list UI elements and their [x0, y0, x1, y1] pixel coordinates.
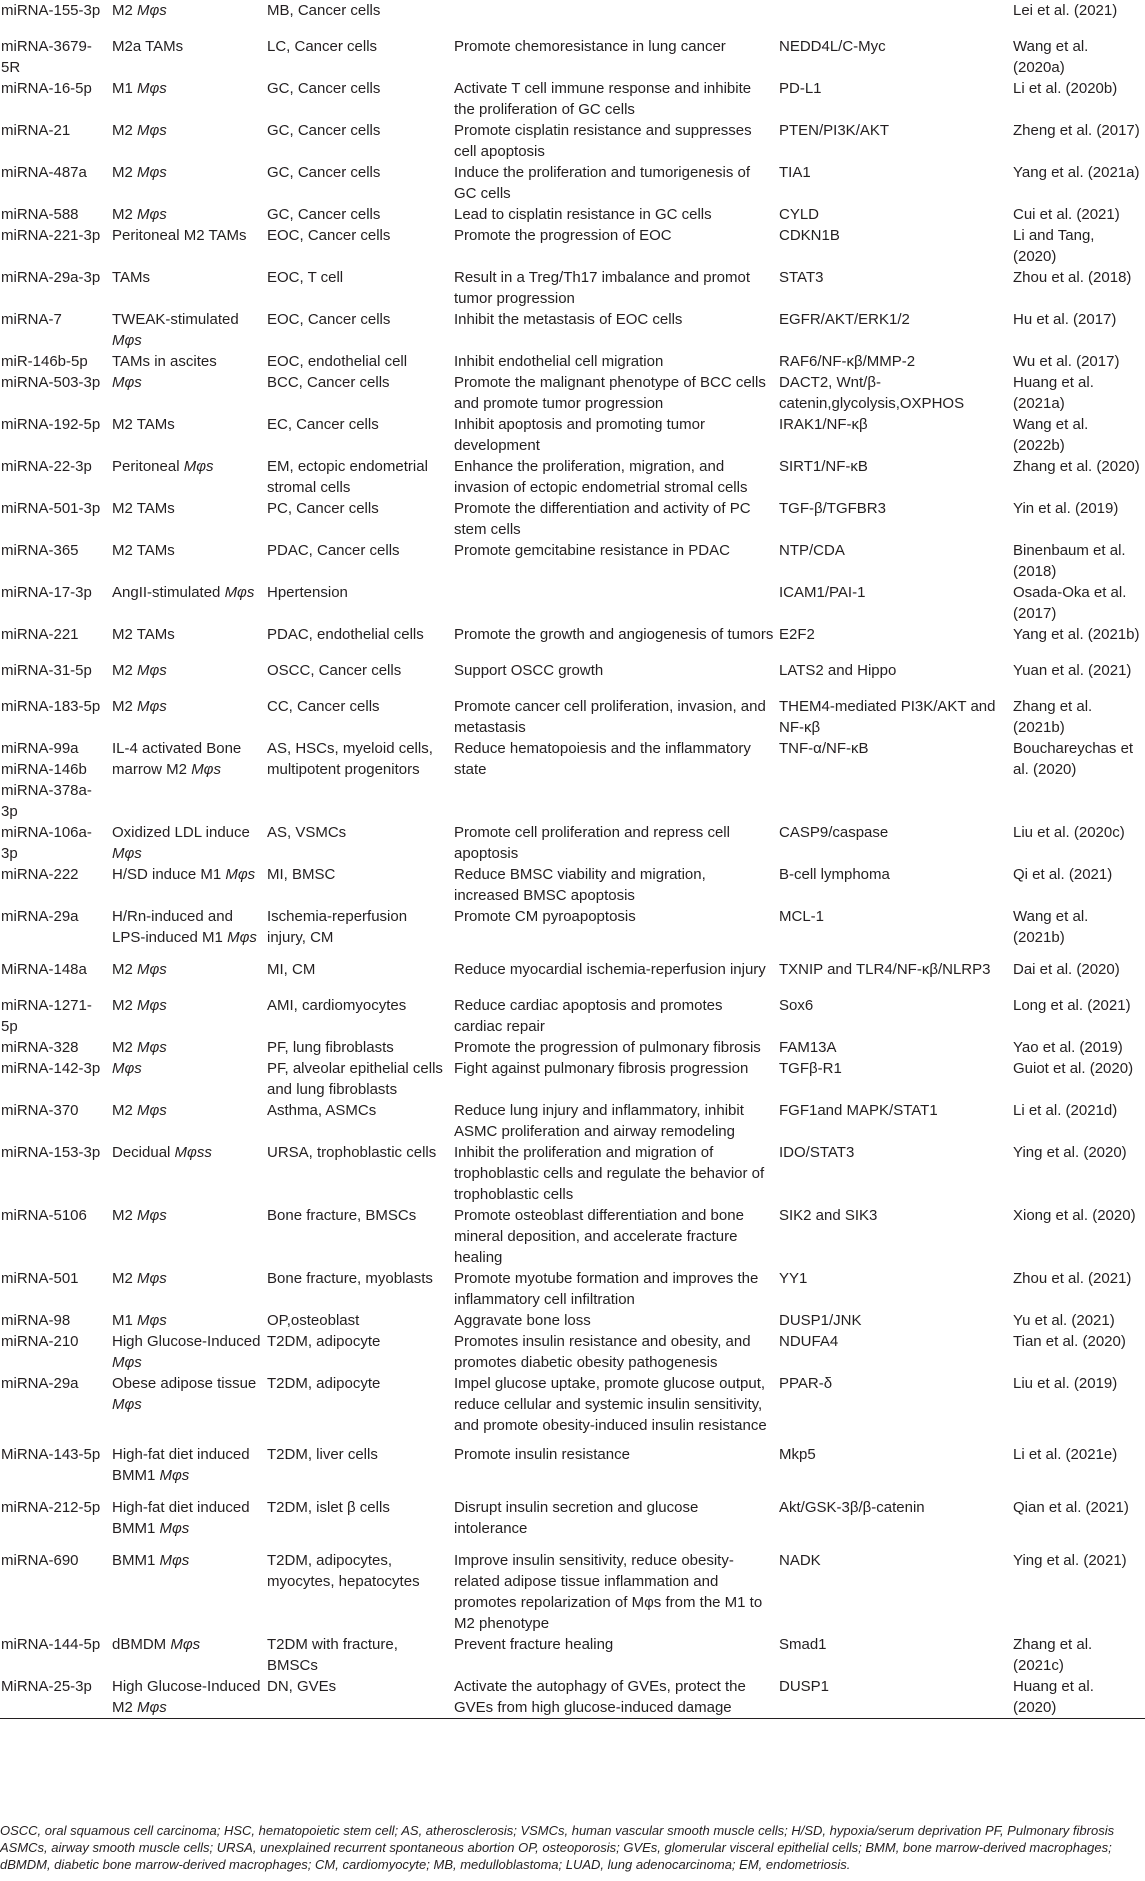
reference-cell: Yin et al. (2019) [1013, 500, 1119, 517]
mirna-cell: miRNA-501 [1, 1270, 79, 1287]
function-cell: Reduce hematopoiesis and the inflammatory state [454, 740, 751, 778]
disease-target-cell: EM, ectopic endometrial stromal cells [267, 458, 428, 496]
disease-target-cell: LC, Cancer cells [267, 38, 378, 55]
source-cell: Mφs [112, 1060, 142, 1077]
reference-cell: Yu et al. (2021) [1013, 1312, 1115, 1329]
table-row [0, 1331, 1145, 1373]
pathway-cell: Mkp5 [779, 1446, 816, 1463]
source-cell: M2 TAMs [112, 416, 175, 433]
reference-cell: Zhang et al. (2020) [1013, 458, 1140, 475]
reference-cell: Zhang et al. (2021b) [1013, 698, 1093, 736]
disease-target-cell: GC, Cancer cells [267, 80, 381, 97]
function-cell: Fight against pulmonary fibrosis progression [454, 1060, 749, 1077]
source-cell: High-fat diet induced BMM1 Mφs [112, 1499, 250, 1537]
table-row [0, 1634, 1145, 1676]
table-row [0, 309, 1145, 351]
mirna-cell: miRNA-222 [1, 866, 79, 883]
reference-cell: Hu et al. (2017) [1013, 311, 1117, 328]
pathway-cell [778, 0, 1012, 36]
disease-target-cell: EOC, Cancer cells [267, 311, 391, 328]
disease-target-cell: AS, VSMCs [267, 824, 347, 841]
mirna-cell: miRNA-16-5p [1, 80, 92, 97]
mirna-cell: miRNA-29a [1, 908, 79, 925]
disease-target-cell: URSA, trophoblastic cells [267, 1144, 437, 1161]
reference-cell: Li and Tang, (2020) [1013, 227, 1095, 265]
disease-target-cell: PC, Cancer cells [267, 500, 379, 517]
source-cell: High Glucose-Induced M2 Mφs [111, 1676, 266, 1719]
table-row [0, 959, 1145, 995]
pathway-cell: TIA1 [779, 164, 811, 181]
source-cell: M2 TAMs [112, 626, 175, 643]
disease-target-cell: Bone fracture, myoblasts [267, 1270, 433, 1287]
mirna-cell: miRNA-221-3p [1, 227, 101, 244]
disease-target-cell: T2DM, adipocyte [267, 1375, 381, 1392]
disease-target-cell: MB, Cancer cells [267, 2, 381, 19]
reference-cell: Zhou et al. (2021) [1013, 1270, 1132, 1287]
function-cell: Disrupt insulin secretion and glucose intolerance [454, 1499, 699, 1537]
table-row [0, 372, 1145, 414]
function-cell: Inhibit endothelial cell migration [454, 353, 664, 370]
pathway-cell: RAF6/NF-κβ/MMP-2 [779, 353, 916, 370]
table-row [0, 696, 1145, 738]
source-cell: M1 Mφs [112, 80, 167, 97]
table-row [0, 204, 1145, 225]
function-cell: Promote cell proliferation and repress cell apoptosis [454, 824, 730, 862]
reference-cell: Liu et al. (2019) [1013, 1375, 1118, 1392]
table-row [0, 351, 1145, 372]
table-footnote: OSCC, oral squamous cell carcinoma; HSC, hematopoietic stem cell; AS, atherosclerosis; VSMCs, human vascular smooth muscle cells; H/SD, hypoxia/serum deprivation PF, Pulmonary fibrosis ASMCs, airway smooth muscle cells; URSA, unexplained recurrent spontaneous abortion OP, osteoporosis; GVEs, glomerular visceral epithelial cells; BMM, bone marrow-derived macrophages; dBMDM, diabetic bone marrow-derived macrophages; CM, cardiomyocyte; MB, medulloblastoma; LUAD, lung adenocarcinoma; EM, endometriosis. [0, 1823, 1115, 1872]
source-cell: Peritoneal Mφs [112, 458, 214, 475]
disease-target-cell: AS, HSCs, myeloid cells, multipotent progenitors [267, 740, 433, 778]
source-cell: H/Rn-induced and LPS-induced M1 Mφs [112, 908, 257, 946]
reference-cell: Li et al. (2020b) [1013, 80, 1118, 97]
pathway-cell: PD-L1 [779, 80, 822, 97]
mirna-cell: miRNA-29a-3p [1, 269, 101, 286]
function-cell: Reduce cardiac apoptosis and promotes cardiac repair [454, 997, 723, 1035]
table-row [0, 498, 1145, 540]
disease-target-cell: PF, lung fibroblasts [267, 1039, 394, 1056]
mirna-cell: miRNA-99a miRNA-146b miRNA-378a-3p [1, 740, 92, 820]
mirna-cell: miRNA-98 [1, 1312, 71, 1329]
reference-cell: Lei et al. (2021) [1013, 2, 1118, 19]
function-cell: Promote the progression of pulmonary fibrosis [454, 1039, 761, 1056]
pathway-cell: TGFβ-R1 [779, 1060, 842, 1077]
pathway-cell: IRAK1/NF-κβ [779, 416, 868, 433]
table-row [0, 864, 1145, 906]
disease-target-cell: GC, Cancer cells [267, 206, 381, 223]
source-cell: Peritoneal M2 TAMs [112, 227, 247, 244]
mirna-cell: miRNA-21 [1, 122, 71, 139]
pathway-cell: NDUFA4 [779, 1333, 839, 1350]
function-cell: Prevent fracture healing [454, 1636, 614, 1653]
disease-target-cell: Ischemia-reperfusion injury, CM [267, 908, 408, 946]
pathway-cell: PTEN/PI3K/AKT [779, 122, 890, 139]
table-row [0, 624, 1145, 660]
function-cell: Enhance the proliferation, migration, and invasion of ectopic endometrial stromal cells [454, 458, 748, 496]
function-cell: Activate T cell immune response and inhibite the proliferation of GC cells [454, 80, 752, 118]
mirna-cell: miRNA-153-3p [1, 1144, 101, 1161]
source-cell: Mφs [112, 374, 142, 391]
mirna-cell: miRNA-1271-5p [1, 997, 92, 1035]
pathway-cell: MCL-1 [779, 908, 825, 925]
disease-target-cell: EOC, Cancer cells [267, 227, 391, 244]
pathway-cell: SIRT1/NF-κB [779, 458, 868, 475]
function-cell: Inhibit apoptosis and promoting tumor development [454, 416, 705, 454]
source-cell: H/SD induce M1 Mφs [112, 866, 256, 883]
table-row [0, 1205, 1145, 1268]
mirna-cell: miR-146b-5p [1, 353, 88, 370]
pathway-cell: DACT2, Wnt/β-catenin,glycolysis,OXPHOS [779, 374, 965, 412]
disease-target-cell: OP,osteoblast [267, 1312, 360, 1329]
mirna-cell: MiRNA-148a [1, 961, 87, 978]
function-cell: Result in a Treg/Th17 imbalance and promot tumor progression [454, 269, 750, 307]
table-row [0, 540, 1145, 582]
disease-target-cell: AMI, cardiomyocytes [267, 997, 407, 1014]
table-row [0, 1058, 1145, 1100]
mirna-cell: miRNA-365 [1, 542, 79, 559]
disease-target-cell: GC, Cancer cells [267, 164, 381, 181]
mirna-cell: miRNA-370 [1, 1102, 79, 1119]
table-row [0, 36, 1145, 78]
table-row [0, 582, 1145, 624]
reference-cell: Huang et al. (2020) [1012, 1676, 1145, 1719]
mirna-cell: miRNA-183-5p [1, 698, 101, 715]
pathway-cell: DUSP1/JNK [779, 1312, 862, 1329]
reference-cell: Cui et al. (2021) [1013, 206, 1120, 223]
source-cell: Oxidized LDL induce Mφs [112, 824, 250, 862]
table-row [0, 1444, 1145, 1497]
disease-target-cell: MI, CM [267, 961, 316, 978]
mirna-cell: miRNA-487a [1, 164, 87, 181]
pathway-cell: EGFR/AKT/ERK1/2 [779, 311, 910, 328]
source-cell: AngII-stimulated Mφs [112, 584, 255, 601]
mirna-cell: miRNA-17-3p [1, 584, 92, 601]
mirna-cell: miRNA-155-3p [1, 2, 101, 19]
disease-target-cell: Asthma, ASMCs [267, 1102, 377, 1119]
table-row [0, 906, 1145, 959]
pathway-cell: DUSP1 [778, 1676, 1012, 1719]
function-cell: Promote the growth and angiogenesis of tumors [454, 626, 774, 643]
table-row [0, 225, 1145, 267]
pathway-cell: TXNIP and TLR4/NF-κβ/NLRP3 [779, 961, 991, 978]
disease-target-cell: PDAC, endothelial cells [267, 626, 424, 643]
mirna-cell: miRNA-142-3p [1, 1060, 101, 1077]
pathway-cell: CDKN1B [779, 227, 840, 244]
table-row [0, 995, 1145, 1037]
function-cell: Promote the malignant phenotype of BCC cells and promote tumor progression [454, 374, 766, 412]
mirna-cell: miRNA-144-5p [1, 1636, 101, 1653]
pathway-cell: NTP/CDA [779, 542, 845, 559]
reference-cell: Tian et al. (2020) [1013, 1333, 1126, 1350]
table-row [0, 0, 1145, 36]
mirna-cell: miRNA-501-3p [1, 500, 101, 517]
pathway-cell: ICAM1/PAI-1 [779, 584, 866, 601]
pathway-cell: CASP9/caspase [779, 824, 889, 841]
function-cell: Aggravate bone loss [454, 1312, 591, 1329]
disease-target-cell: Bone fracture, BMSCs [267, 1207, 417, 1224]
pathway-cell: E2F2 [779, 626, 815, 643]
reference-cell: Long et al. (2021) [1013, 997, 1131, 1014]
function-cell: Promote myotube formation and improves the inflammatory cell infiltration [454, 1270, 759, 1308]
mirna-cell: miRNA-106a-3p [1, 824, 92, 862]
reference-cell: Yao et al. (2019) [1013, 1039, 1123, 1056]
source-cell: M2 Mφs [112, 1102, 167, 1119]
function-cell: Inhibit the metastasis of EOC cells [454, 311, 683, 328]
reference-cell: Osada-Oka et al. (2017) [1013, 584, 1127, 622]
function-cell: Promote gemcitabine resistance in PDAC [454, 542, 730, 559]
pathway-cell: Sox6 [779, 997, 814, 1014]
pathway-cell: YY1 [779, 1270, 808, 1287]
table-row [0, 1550, 1145, 1634]
source-cell: Obese adipose tissue Mφs [112, 1375, 257, 1413]
reference-cell: Xiong et al. (2020) [1013, 1207, 1136, 1224]
disease-target-cell: BCC, Cancer cells [267, 374, 390, 391]
function-cell: Promote insulin resistance [454, 1446, 630, 1463]
reference-cell: Zhang et al. (2021c) [1013, 1636, 1093, 1674]
mirna-cell: miRNA-29a [1, 1375, 79, 1392]
reference-cell: Ying et al. (2021) [1013, 1552, 1127, 1569]
reference-cell: Li et al. (2021d) [1013, 1102, 1118, 1119]
reference-cell: Wang et al. (2022b) [1013, 416, 1089, 454]
reference-cell: Bouchareychas et al. (2020) [1013, 740, 1134, 778]
disease-target-cell: T2DM, liver cells [267, 1446, 378, 1463]
table-row [0, 1497, 1145, 1550]
mirna-cell: miRNA-503-3p [1, 374, 101, 391]
function-cell: Reduce lung injury and inflammatory, inhibit ASMC proliferation and airway remodeling [454, 1102, 744, 1140]
function-cell: Promote cisplatin resistance and suppresses cell apoptosis [454, 122, 752, 160]
disease-target-cell: EOC, endothelial cell [267, 353, 408, 370]
disease-target-cell: GC, Cancer cells [267, 122, 381, 139]
table-row [0, 1310, 1145, 1331]
mirna-cell: miRNA-690 [1, 1552, 79, 1569]
function-cell: Reduce myocardial ischemia-reperfusion injury [454, 961, 766, 978]
function-cell: Promote cancer cell proliferation, invasion, and metastasis [454, 698, 766, 736]
table-row [0, 1142, 1145, 1205]
source-cell: TAMs [112, 269, 151, 286]
mirna-cell: miRNA-192-5p [1, 416, 101, 433]
source-cell: TWEAK-stimulated Mφs [112, 311, 239, 349]
reference-cell: Zheng et al. (2017) [1013, 122, 1140, 139]
pathway-cell: TGF-β/TGFBR3 [779, 500, 886, 517]
disease-target-cell: EOC, T cell [267, 269, 344, 286]
source-cell: M2 Mφs [112, 1207, 167, 1224]
function-cell: Lead to cisplatin resistance in GC cells [454, 206, 712, 223]
table-row [0, 660, 1145, 696]
function-cell: Induce the proliferation and tumorigenesis of GC cells [454, 164, 751, 202]
source-cell: M2 Mφs [112, 997, 167, 1014]
source-cell: M2 TAMs [112, 542, 175, 559]
reference-cell: Liu et al. (2020c) [1013, 824, 1125, 841]
pathway-cell: FAM13A [779, 1039, 837, 1056]
function-cell: Support OSCC growth [454, 662, 604, 679]
source-cell: M2 Mφs [112, 662, 167, 679]
reference-cell: Wang et al. (2020a) [1013, 38, 1089, 76]
pathway-cell: Smad1 [779, 1636, 827, 1653]
pathway-cell: NADK [779, 1552, 821, 1569]
mirna-cell: miRNA-31-5p [1, 662, 92, 679]
reference-cell: Guiot et al. (2020) [1013, 1060, 1134, 1077]
pathway-cell: CYLD [779, 206, 820, 223]
disease-target-cell: T2DM, adipocytes, myocytes, hepatocytes [267, 1552, 420, 1590]
reference-cell: Wu et al. (2017) [1013, 353, 1120, 370]
function-cell: Promote osteoblast differentiation and bone mineral deposition, and accelerate fracture healing [454, 1207, 744, 1266]
table-row [0, 456, 1145, 498]
function-cell: Improve insulin sensitivity, reduce obesity-related adipose tissue inflammation and promotes repolarization of Mφs from the M1 to M2 phenotype [454, 1552, 763, 1632]
function-cell: Impel glucose uptake, promote glucose output, reduce cellular and systemic insulin sensitivity, and promote obesity-induced insulin resistance [454, 1375, 767, 1434]
table-row [0, 78, 1145, 120]
source-cell: M2 Mφs [112, 2, 167, 19]
source-cell: dBMDM Mφs [112, 1636, 201, 1653]
mirna-cell: MiRNA-143-5p [1, 1446, 101, 1463]
reference-cell: Yang et al. (2021a) [1013, 164, 1140, 181]
pathway-cell: TNF-α/NF-κB [779, 740, 869, 757]
table-row [0, 1268, 1145, 1310]
disease-target-cell: MI, BMSC [267, 866, 336, 883]
reference-cell: Wang et al. (2021b) [1013, 908, 1089, 946]
reference-cell: Zhou et al. (2018) [1013, 269, 1132, 286]
disease-target-cell: T2DM with fracture, BMSCs [267, 1636, 398, 1674]
disease-target-cell: DN, GVEs [266, 1676, 453, 1719]
pathway-cell: IDO/STAT3 [779, 1144, 855, 1161]
mirna-cell: miRNA-210 [1, 1333, 79, 1350]
reference-cell: Qian et al. (2021) [1013, 1499, 1129, 1516]
mirna-cell: miRNA-588 [1, 206, 79, 223]
table-row [0, 267, 1145, 309]
disease-target-cell: T2DM, islet β cells [267, 1499, 390, 1516]
function-cell: Promote the differentiation and activity of PC stem cells [454, 500, 751, 538]
mirna-cell: miRNA-5106 [1, 1207, 87, 1224]
source-cell: M2 Mφs [112, 206, 167, 223]
table-row [0, 162, 1145, 204]
source-cell: M2 Mφs [112, 698, 167, 715]
source-cell: High-fat diet induced BMM1 Mφs [112, 1446, 250, 1484]
disease-target-cell: PF, alveolar epithelial cells and lung fibroblasts [267, 1060, 443, 1098]
disease-target-cell: PDAC, Cancer cells [267, 542, 400, 559]
source-cell: M2 Mφs [112, 1270, 167, 1287]
table-row [0, 738, 1145, 822]
mirna-cell: miRNA-221 [1, 626, 79, 643]
pathway-cell: Akt/GSK-3β/β-catenin [779, 1499, 925, 1516]
table-row [0, 1037, 1145, 1058]
mirna-cell: miRNA-3679-5R [1, 38, 92, 76]
table-row [0, 1676, 1145, 1719]
pathway-cell: B-cell lymphoma [779, 866, 890, 883]
reference-cell: Binenbaum et al. (2018) [1013, 542, 1126, 580]
source-cell: IL-4 activated Bone marrow M2 Mφs [112, 740, 242, 778]
table-row [0, 1373, 1145, 1444]
mirna-cell: MiRNA-25-3p [0, 1676, 111, 1719]
disease-target-cell: EC, Cancer cells [267, 416, 379, 433]
function-cell: Promote chemoresistance in lung cancer [454, 38, 726, 55]
reference-cell: Huang et al. (2021a) [1013, 374, 1094, 412]
disease-target-cell: OSCC, Cancer cells [267, 662, 402, 679]
source-cell: M2 Mφs [112, 1039, 167, 1056]
source-cell: TAMs in ascites [112, 353, 217, 370]
source-cell: M1 Mφs [112, 1312, 167, 1329]
disease-target-cell: T2DM, adipocyte [267, 1333, 381, 1350]
mirna-cell: miRNA-7 [1, 311, 62, 328]
source-cell: Decidual Mφss [112, 1144, 212, 1161]
function-cell: Promote the progression of EOC [454, 227, 672, 244]
source-cell: High Glucose-Induced Mφs [112, 1333, 261, 1371]
reference-cell: Ying et al. (2020) [1013, 1144, 1127, 1161]
function-cell [453, 0, 778, 36]
function-cell [453, 582, 778, 624]
source-cell: M2 Mφs [112, 961, 167, 978]
function-cell: Promotes insulin resistance and obesity, and promotes diabetic obesity pathogenesis [454, 1333, 751, 1371]
source-cell: M2 Mφs [112, 164, 167, 181]
table-row [0, 414, 1145, 456]
function-cell: Inhibit the proliferation and migration of trophoblastic cells and regulate the behavior of trophoblastic cells [454, 1144, 765, 1203]
source-cell: BMM1 Mφs [112, 1552, 190, 1569]
pathway-cell: LATS2 and Hippo [779, 662, 897, 679]
reference-cell: Qi et al. (2021) [1013, 866, 1113, 883]
disease-target-cell: CC, Cancer cells [267, 698, 380, 715]
pathway-cell: FGF1and MAPK/STAT1 [779, 1102, 938, 1119]
pathway-cell: PPAR-δ [779, 1375, 833, 1392]
pathway-cell: THEM4-mediated PI3K/AKT and NF-κβ [779, 698, 996, 736]
table-row [0, 120, 1145, 162]
pathway-cell: STAT3 [779, 269, 824, 286]
disease-target-cell: Hpertension [267, 584, 348, 601]
reference-cell: Yang et al. (2021b) [1013, 626, 1140, 643]
table-row [0, 1100, 1145, 1142]
function-cell: Promote CM pyroapoptosis [454, 908, 636, 925]
mirna-cell: miRNA-212-5p [1, 1499, 101, 1516]
source-cell: M2 Mφs [112, 122, 167, 139]
mirna-cell: miRNA-328 [1, 1039, 79, 1056]
mirna-cell: miRNA-22-3p [1, 458, 92, 475]
function-cell: Reduce BMSC viability and migration, increased BMSC apoptosis [454, 866, 706, 904]
source-cell: M2 TAMs [112, 500, 175, 517]
pathway-cell: NEDD4L/C-Myc [779, 38, 886, 55]
table-row [0, 822, 1145, 864]
reference-cell: Yuan et al. (2021) [1013, 662, 1132, 679]
function-cell: Activate the autophagy of GVEs, protect the GVEs from high glucose-induced damage [453, 1676, 778, 1719]
source-cell: M2a TAMs [112, 38, 184, 55]
pathway-cell: SIK2 and SIK3 [779, 1207, 878, 1224]
reference-cell: Li et al. (2021e) [1013, 1446, 1118, 1463]
reference-cell: Dai et al. (2020) [1013, 961, 1120, 978]
